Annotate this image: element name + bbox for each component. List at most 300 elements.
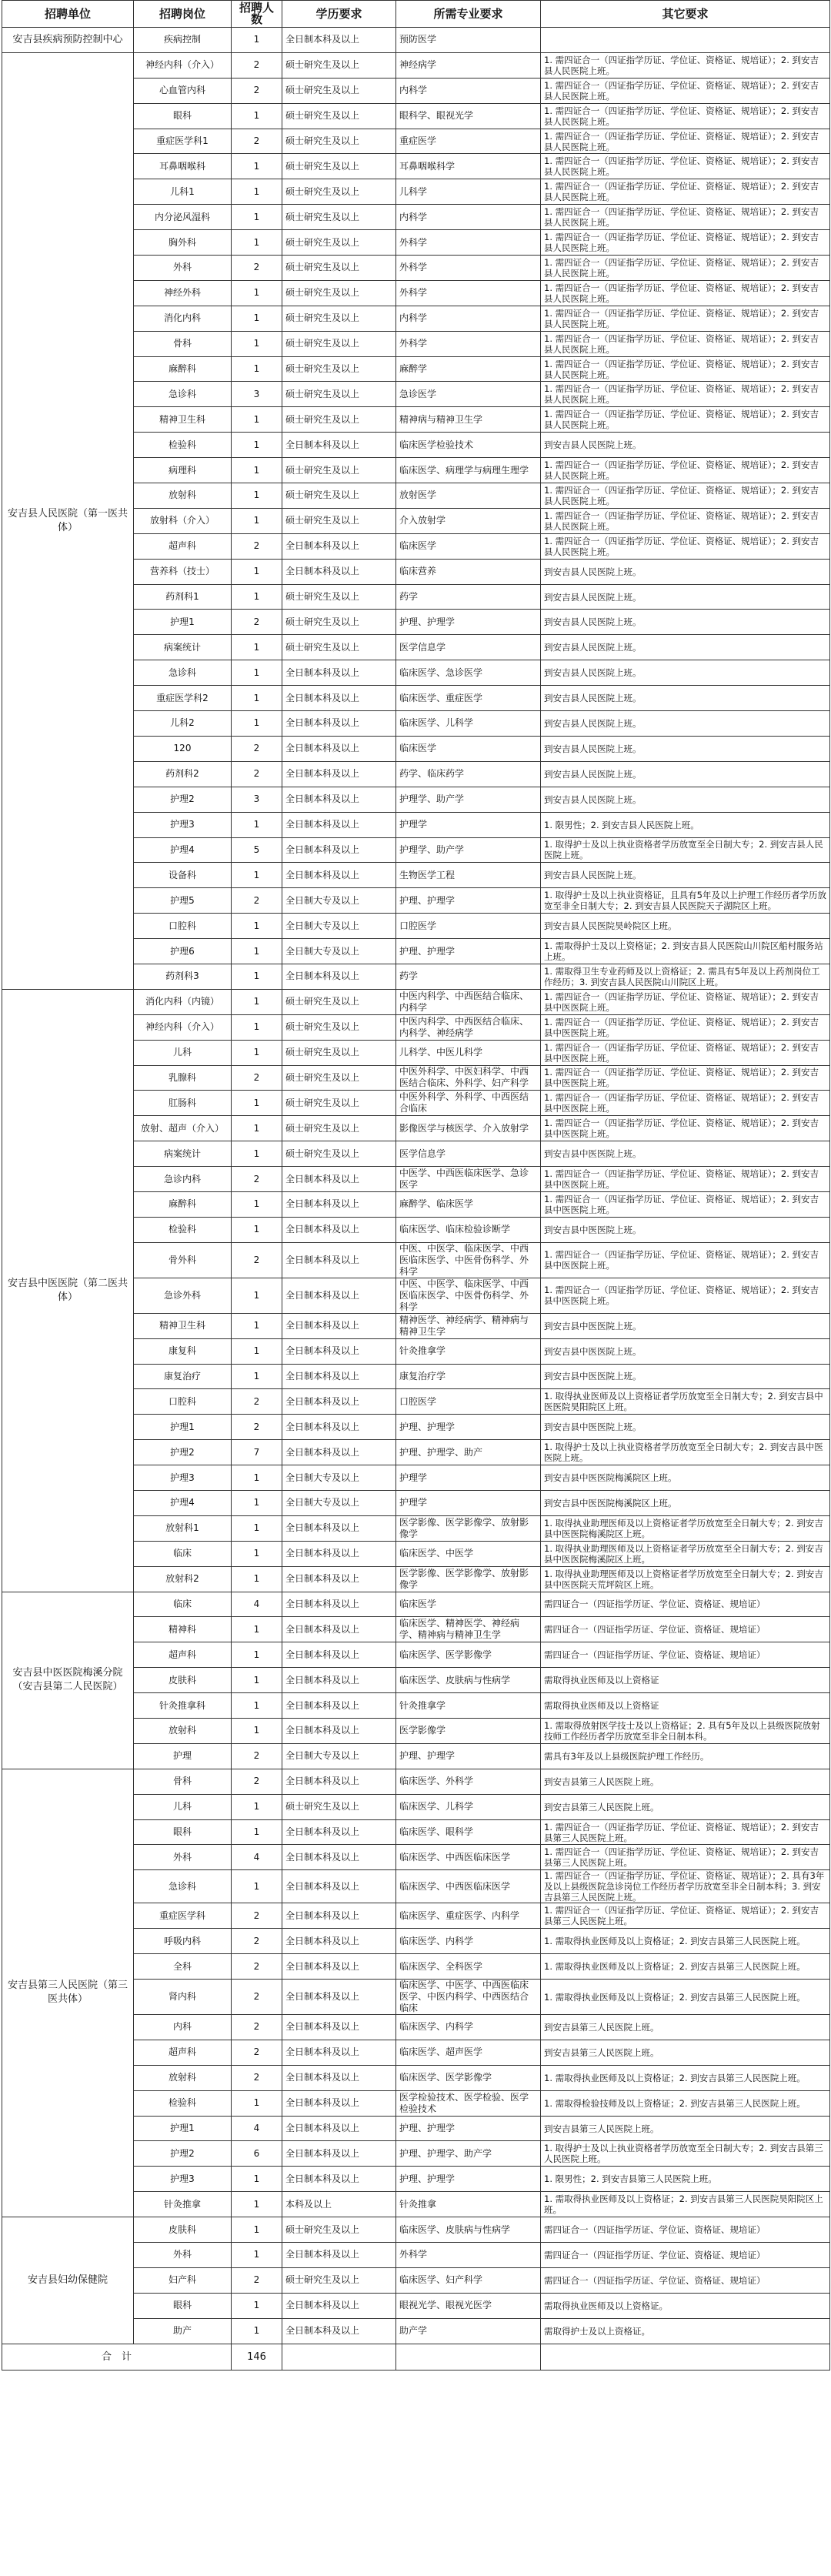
- other-requirements-cell: 1. 需取得执业医师及以上资格证；2. 到安吉县第三人民医院上班。: [541, 1954, 830, 1980]
- headcount-cell: 5: [232, 837, 282, 863]
- other-requirements-cell: 到安吉县第三人民医院上班。: [541, 2015, 830, 2040]
- major-cell: 眼科学、眼视光学: [396, 103, 541, 129]
- headcount-cell: 3: [232, 382, 282, 407]
- headcount-cell: 1: [232, 458, 282, 483]
- job-post-cell: 护理5: [134, 888, 232, 914]
- education-cell: 全日制本科及以上: [282, 1819, 396, 1845]
- education-cell: 硕士研究生及以上: [282, 458, 396, 483]
- table-row: [2, 1592, 830, 1617]
- headcount-cell: 1: [232, 1668, 282, 1693]
- education-cell: 硕士研究生及以上: [282, 989, 396, 1014]
- job-post-cell: 放射科1: [134, 1515, 232, 1541]
- job-post-cell: 放射科（介入）: [134, 508, 232, 533]
- education-cell: 全日制本科及以上: [282, 787, 396, 812]
- education-cell: 全日制本科及以上: [282, 964, 396, 989]
- total-row: [2, 2344, 830, 2370]
- job-post-cell: 儿科: [134, 1794, 232, 1819]
- education-cell: 硕士研究生及以上: [282, 52, 396, 78]
- headcount-cell: 1: [232, 2217, 282, 2243]
- job-post-cell: 针灸推拿: [134, 2192, 232, 2217]
- education-cell: 全日制本科及以上: [282, 1769, 396, 1794]
- other-requirements-cell: 1. 取得护士及以上执业资格证，且具有5年及以上护理工作经历者学历放宽至非全日制大专；2. 到安吉县人民医院天子湖院区上班。: [541, 888, 830, 914]
- headcount-cell: 1: [232, 914, 282, 939]
- headcount-cell: 1: [232, 863, 282, 888]
- education-cell: 硕士研究生及以上: [282, 356, 396, 382]
- education-cell: 硕士研究生及以上: [282, 129, 396, 154]
- job-post-cell: 针灸推拿科: [134, 1693, 232, 1719]
- job-post-cell: 放射科: [134, 1719, 232, 1744]
- education-cell: 全日制本科及以上: [282, 1719, 396, 1744]
- headcount-cell: 1: [232, 1116, 282, 1141]
- job-post-cell: 急诊科: [134, 382, 232, 407]
- other-requirements-cell: 1. 需四证合一（四证指学历证、学位证、资格证、规培证）；2. 到安吉县第三人民医院上班。: [541, 1845, 830, 1870]
- headcount-cell: 1: [232, 1794, 282, 1819]
- education-cell: 全日制本科及以上: [282, 1242, 396, 1278]
- headcount-cell: 1: [232, 2318, 282, 2344]
- job-post-cell: 口腔科: [134, 1389, 232, 1415]
- other-requirements-cell: 1. 需四证合一（四证指学历证、学位证、资格证、规培证）；2. 到安吉县人民医院上班。: [541, 407, 830, 433]
- other-requirements-cell: 1. 取得护士及以上执业资格者学历放宽至全日制大专；2. 到安吉县人民医院上班。: [541, 837, 830, 863]
- other-requirements-cell: 1. 需四证合一（四证指学历证、学位证、资格证、规培证）；2. 到安吉县中医医院上班。: [541, 1242, 830, 1278]
- header-other: 其它要求: [541, 1, 830, 28]
- total-empty-cell: [282, 2344, 396, 2370]
- job-post-cell: 护理1: [134, 1415, 232, 1440]
- job-post-cell: 康复治疗: [134, 1364, 232, 1389]
- major-cell: 医学信息学: [396, 1141, 541, 1167]
- major-cell: 临床医学、眼科学: [396, 1819, 541, 1845]
- major-cell: 外科学: [396, 256, 541, 281]
- job-post-cell: 急诊内科: [134, 1167, 232, 1192]
- education-cell: 全日制本科及以上: [282, 1515, 396, 1541]
- education-cell: 硕士研究生及以上: [282, 1141, 396, 1167]
- education-cell: 硕士研究生及以上: [282, 1014, 396, 1040]
- education-cell: 全日制大专及以上: [282, 1465, 396, 1491]
- other-requirements-cell: 1. 需四证合一（四证指学历证、学位证、资格证、规培证）；2. 到安吉县人民医院上班。: [541, 103, 830, 129]
- other-requirements-cell: 需取得执业医师及以上资格证。: [541, 2293, 830, 2318]
- job-post-cell: 眼科: [134, 103, 232, 129]
- major-cell: 眼视光学、眼视光医学: [396, 2293, 541, 2318]
- job-post-cell: 护理6: [134, 939, 232, 964]
- job-post-cell: 检验科: [134, 1217, 232, 1242]
- table-row: [2, 52, 830, 78]
- other-requirements-cell: 到安吉县第三人民医院上班。: [541, 1794, 830, 1819]
- major-cell: 中医内科学、中西医结合临床、内科学、神经病学: [396, 1014, 541, 1040]
- job-post-cell: 外科: [134, 256, 232, 281]
- headcount-cell: 6: [232, 2141, 282, 2167]
- education-cell: 全日制本科及以上: [282, 2167, 396, 2192]
- major-cell: 外科学: [396, 2243, 541, 2268]
- headcount-cell: 2: [232, 129, 282, 154]
- major-cell: 儿科学、中医儿科学: [396, 1040, 541, 1065]
- headcount-cell: 2: [232, 256, 282, 281]
- major-cell: 生物医学工程: [396, 863, 541, 888]
- other-requirements-cell: 1. 需取得执业医师及以上资格证；2. 到安吉县第三人民医院上班。: [541, 1980, 830, 2015]
- other-requirements-cell: 到安吉县人民医院昊岭院区上班。: [541, 914, 830, 939]
- other-requirements-cell: 需四证合一（四证指学历证、学位证、资格证、规培证）: [541, 2267, 830, 2293]
- major-cell: 临床医学、精神医学、神经病学、精神病与精神卫生学: [396, 1617, 541, 1642]
- other-requirements-cell: 到安吉县人民医院上班。: [541, 610, 830, 635]
- header-education: 学历要求: [282, 1, 396, 28]
- headcount-cell: 2: [232, 1929, 282, 1954]
- headcount-cell: 1: [232, 1278, 282, 1313]
- job-post-cell: 药剂科2: [134, 761, 232, 787]
- major-cell: 临床医学、急诊医学: [396, 660, 541, 686]
- job-post-cell: 营养科（技士）: [134, 559, 232, 584]
- recruiting-unit-cell: 安吉县第三人民医院（第三医共体）: [2, 1769, 134, 2217]
- education-cell: 硕士研究生及以上: [282, 78, 396, 103]
- headcount-cell: 1: [232, 1465, 282, 1491]
- education-cell: 硕士研究生及以上: [282, 1091, 396, 1116]
- education-cell: 硕士研究生及以上: [282, 1065, 396, 1091]
- major-cell: 临床医学、全科医学: [396, 1954, 541, 1980]
- education-cell: 全日制本科及以上: [282, 1617, 396, 1642]
- education-cell: 全日制本科及以上: [282, 1845, 396, 1870]
- headcount-cell: 2: [232, 2040, 282, 2065]
- other-requirements-cell: 1. 需取得执业医师及以上资格证；2. 到安吉县第三人民医院上班。: [541, 1929, 830, 1954]
- other-requirements-cell: 需具有3年及以上县级医院护理工作经历。: [541, 1743, 830, 1769]
- headcount-cell: 4: [232, 2116, 282, 2141]
- other-requirements-cell: 1. 需取得检验技师及以上资格证；2. 到安吉县第三人民医院上班。: [541, 2090, 830, 2116]
- job-post-cell: 重症医学科: [134, 1903, 232, 1929]
- total-count: 146: [232, 2344, 282, 2370]
- job-post-cell: 骨外科: [134, 1242, 232, 1278]
- headcount-cell: 1: [232, 2243, 282, 2268]
- education-cell: 全日制本科及以上: [282, 1668, 396, 1693]
- job-post-cell: 儿科1: [134, 179, 232, 205]
- headcount-cell: 2: [232, 761, 282, 787]
- headcount-cell: 2: [232, 1743, 282, 1769]
- other-requirements-cell: 需取得护士及以上资格证。: [541, 2318, 830, 2344]
- job-post-cell: 放射科: [134, 483, 232, 509]
- major-cell: 医学影像学: [396, 1719, 541, 1744]
- other-requirements-cell: 到安吉县中医医院上班。: [541, 1364, 830, 1389]
- major-cell: 外科学: [396, 331, 541, 356]
- headcount-cell: 1: [232, 103, 282, 129]
- headcount-cell: 1: [232, 230, 282, 256]
- education-cell: 全日制本科及以上: [282, 559, 396, 584]
- other-requirements-cell: 需四证合一（四证指学历证、学位证、资格证、规培证）: [541, 1642, 830, 1668]
- education-cell: 全日制本科及以上: [282, 1167, 396, 1192]
- other-requirements-cell: 1. 取得护士及以上执业资格者学历放宽至全日制大专；2. 到安吉县中医医院上班。: [541, 1440, 830, 1465]
- education-cell: 全日制本科及以上: [282, 2090, 396, 2116]
- education-cell: 全日制本科及以上: [282, 711, 396, 737]
- other-requirements-cell: 到安吉县中医医院上班。: [541, 1338, 830, 1364]
- major-cell: 护理学、助产学: [396, 787, 541, 812]
- education-cell: 全日制本科及以上: [282, 660, 396, 686]
- job-post-cell: 临床: [134, 1541, 232, 1566]
- job-post-cell: 妇产科: [134, 2267, 232, 2293]
- major-cell: 临床医学、中医学、中西医临床医学、中医内科学、中西医结合临床: [396, 1980, 541, 2015]
- major-cell: 临床医学、儿科学: [396, 711, 541, 737]
- job-post-cell: 神经内科（介入）: [134, 52, 232, 78]
- other-requirements-cell: 到安吉县中医医院梅溪院区上班。: [541, 1465, 830, 1491]
- major-cell: 临床医学、外科学: [396, 1769, 541, 1794]
- job-post-cell: 康复科: [134, 1338, 232, 1364]
- other-requirements-cell: 需四证合一（四证指学历证、学位证、资格证、规培证）: [541, 1617, 830, 1642]
- education-cell: 硕士研究生及以上: [282, 1116, 396, 1141]
- major-cell: 精神病与精神卫生学: [396, 407, 541, 433]
- headcount-cell: 2: [232, 1389, 282, 1415]
- headcount-cell: 1: [232, 1490, 282, 1515]
- other-requirements-cell: 到安吉县中医医院梅溪院区上班。: [541, 1490, 830, 1515]
- major-cell: 临床医学: [396, 736, 541, 761]
- job-post-cell: 病理科: [134, 458, 232, 483]
- education-cell: 硕士研究生及以上: [282, 584, 396, 610]
- recruiting-unit-cell: 安吉县中医医院梅溪分院（安吉县第二人民医院）: [2, 1592, 134, 1769]
- headcount-cell: 1: [232, 2293, 282, 2318]
- header-major: 所需专业要求: [396, 1, 541, 28]
- major-cell: 护理、护理学: [396, 610, 541, 635]
- major-cell: 医学检验技术、医学检验、医学检验技术: [396, 2090, 541, 2116]
- headcount-cell: 2: [232, 610, 282, 635]
- job-post-cell: 精神卫生科: [134, 407, 232, 433]
- major-cell: 外科学: [396, 280, 541, 306]
- job-post-cell: 骨科: [134, 331, 232, 356]
- education-cell: 全日制本科及以上: [282, 1693, 396, 1719]
- other-requirements-cell: 1. 需四证合一（四证指学历证、学位证、资格证、规培证）；2. 到安吉县第三人民医院上班。: [541, 1819, 830, 1845]
- job-post-cell: 全科: [134, 1954, 232, 1980]
- other-requirements-cell: 到安吉县人民医院上班。: [541, 433, 830, 458]
- headcount-cell: 1: [232, 559, 282, 584]
- education-cell: 全日制本科及以上: [282, 2015, 396, 2040]
- job-post-cell: 急诊科: [134, 660, 232, 686]
- major-cell: 临床医学、医学影像学: [396, 1642, 541, 1668]
- other-requirements-cell: 到安吉县人民医院上班。: [541, 686, 830, 711]
- education-cell: 全日制本科及以上: [282, 2116, 396, 2141]
- other-requirements-cell: 到安吉县人民医院上班。: [541, 584, 830, 610]
- education-cell: 硕士研究生及以上: [282, 483, 396, 509]
- major-cell: 中医、中医学、临床医学、中西医临床医学、中医骨伤科学、外科学: [396, 1242, 541, 1278]
- headcount-cell: 1: [232, 1870, 282, 1903]
- recruiting-unit-cell: 安吉县妇幼保健院: [2, 2217, 134, 2344]
- recruitment-table: [2, 0, 830, 2371]
- major-cell: 临床医学、中医学: [396, 1541, 541, 1566]
- job-post-cell: 120: [134, 736, 232, 761]
- major-cell: 中医内科学、中西医结合临床、内科学: [396, 989, 541, 1014]
- other-requirements-cell: 1. 需取得护士及以上资格证；2. 到安吉县人民医院山川院区船村服务站上班。: [541, 939, 830, 964]
- education-cell: 硕士研究生及以上: [282, 179, 396, 205]
- job-post-cell: 儿科2: [134, 711, 232, 737]
- education-cell: 全日制大专及以上: [282, 888, 396, 914]
- recruiting-unit-cell: 安吉县疾病预防控制中心: [2, 28, 134, 53]
- education-cell: 全日制本科及以上: [282, 1903, 396, 1929]
- major-cell: 护理、护理学、助产: [396, 1440, 541, 1465]
- major-cell: 神经病学: [396, 52, 541, 78]
- job-post-cell: 眼科: [134, 1819, 232, 1845]
- headcount-cell: 2: [232, 533, 282, 559]
- other-requirements-cell: 1. 需四证合一（四证指学历证、学位证、资格证、规培证）；2. 到安吉县人民医院上班。: [541, 256, 830, 281]
- education-cell: 全日制本科及以上: [282, 28, 396, 53]
- major-cell: 临床医学、超声医学: [396, 2040, 541, 2065]
- job-post-cell: 超声科: [134, 533, 232, 559]
- recruiting-unit-cell: 安吉县人民医院（第一医共体）: [2, 52, 134, 989]
- headcount-cell: 1: [232, 331, 282, 356]
- major-cell: 临床营养: [396, 559, 541, 584]
- education-cell: 全日制本科及以上: [282, 1870, 396, 1903]
- major-cell: 临床医学检验技术: [396, 433, 541, 458]
- education-cell: 全日制本科及以上: [282, 1642, 396, 1668]
- education-cell: 全日制本科及以上: [282, 837, 396, 863]
- education-cell: 全日制本科及以上: [282, 1929, 396, 1954]
- headcount-cell: 1: [232, 1819, 282, 1845]
- other-requirements-cell: 1. 限男性；2. 到安吉县人民医院上班。: [541, 812, 830, 837]
- other-requirements-cell: 1. 限男性；2. 到安吉县第三人民医院上班。: [541, 2167, 830, 2192]
- job-post-cell: 精神科: [134, 1617, 232, 1642]
- other-requirements-cell: 到安吉县中医医院上班。: [541, 1141, 830, 1167]
- headcount-cell: 1: [232, 280, 282, 306]
- education-cell: 全日制本科及以上: [282, 1217, 396, 1242]
- total-empty-cell: [396, 2344, 541, 2370]
- job-post-cell: 麻醉科: [134, 356, 232, 382]
- job-post-cell: 检验科: [134, 433, 232, 458]
- job-post-cell: 药剂科1: [134, 584, 232, 610]
- other-requirements-cell: 到安吉县中医医院上班。: [541, 1313, 830, 1338]
- major-cell: 放射医学: [396, 483, 541, 509]
- headcount-cell: 1: [232, 1566, 282, 1592]
- headcount-cell: 2: [232, 888, 282, 914]
- other-requirements-cell: 需取得执业医师及以上资格证: [541, 1668, 830, 1693]
- major-cell: 临床医学、医学影像学: [396, 2065, 541, 2090]
- other-requirements-cell: [541, 28, 830, 53]
- headcount-cell: 1: [232, 28, 282, 53]
- header-post: 招聘岗位: [134, 1, 232, 28]
- major-cell: 临床医学、内科学: [396, 2015, 541, 2040]
- major-cell: 急诊医学: [396, 382, 541, 407]
- education-cell: 全日制本科及以上: [282, 863, 396, 888]
- job-post-cell: 护理3: [134, 1465, 232, 1491]
- other-requirements-cell: 到安吉县人民医院上班。: [541, 736, 830, 761]
- major-cell: 护理学: [396, 812, 541, 837]
- major-cell: 临床医学、内科学: [396, 1929, 541, 1954]
- job-post-cell: 消化内科（内镜）: [134, 989, 232, 1014]
- job-post-cell: 药剂科3: [134, 964, 232, 989]
- major-cell: 内科学: [396, 306, 541, 331]
- job-post-cell: 消化内科: [134, 306, 232, 331]
- job-post-cell: 肾内科: [134, 1980, 232, 2015]
- other-requirements-cell: 到安吉县人民医院上班。: [541, 660, 830, 686]
- major-cell: 护理学: [396, 1465, 541, 1491]
- headcount-cell: 1: [232, 306, 282, 331]
- table-row: [2, 989, 830, 1014]
- table-header-row: [2, 1, 830, 28]
- major-cell: 医学影像、医学影像学、放射影像学: [396, 1566, 541, 1592]
- education-cell: 全日制本科及以上: [282, 2040, 396, 2065]
- education-cell: 全日制本科及以上: [282, 2293, 396, 2318]
- major-cell: 耳鼻咽喉科学: [396, 154, 541, 179]
- major-cell: 护理学、助产学: [396, 837, 541, 863]
- job-post-cell: 护理4: [134, 837, 232, 863]
- major-cell: 内科学: [396, 205, 541, 230]
- other-requirements-cell: 到安吉县人民医院上班。: [541, 761, 830, 787]
- job-post-cell: 护理: [134, 1743, 232, 1769]
- other-requirements-cell: 到安吉县中医医院上班。: [541, 1217, 830, 1242]
- job-post-cell: 放射科2: [134, 1566, 232, 1592]
- job-post-cell: 重症医学科1: [134, 129, 232, 154]
- major-cell: 临床医学、中西医临床医学: [396, 1870, 541, 1903]
- headcount-cell: 1: [232, 356, 282, 382]
- major-cell: 护理、护理学、助产学: [396, 2141, 541, 2167]
- education-cell: 全日制本科及以上: [282, 1440, 396, 1465]
- job-post-cell: 病案统计: [134, 635, 232, 660]
- major-cell: 儿科学: [396, 179, 541, 205]
- headcount-cell: 1: [232, 686, 282, 711]
- major-cell: 中医、中医学、临床医学、中西医临床医学、中医骨伤科学、外科学: [396, 1278, 541, 1313]
- header-unit: 招聘单位: [2, 1, 134, 28]
- education-cell: 硕士研究生及以上: [282, 331, 396, 356]
- job-post-cell: 临床: [134, 1592, 232, 1617]
- education-cell: 全日制本科及以上: [282, 736, 396, 761]
- other-requirements-cell: 1. 需四证合一（四证指学历证、学位证、资格证、规培证）；2. 到安吉县人民医院上班。: [541, 382, 830, 407]
- other-requirements-cell: 1. 需四证合一（四证指学历证、学位证、资格证、规培证）；2. 到安吉县人民医院上班。: [541, 483, 830, 509]
- headcount-cell: 1: [232, 1040, 282, 1065]
- headcount-cell: 1: [232, 584, 282, 610]
- job-post-cell: 设备科: [134, 863, 232, 888]
- major-cell: 中医外科学、外科学、中西医结合临床: [396, 1091, 541, 1116]
- education-cell: 全日制大专及以上: [282, 1490, 396, 1515]
- other-requirements-cell: 1. 需四证合一（四证指学历证、学位证、资格证、规培证）；2. 到安吉县中医医院上班。: [541, 1091, 830, 1116]
- major-cell: 护理、护理学: [396, 1415, 541, 1440]
- education-cell: 全日制大专及以上: [282, 939, 396, 964]
- major-cell: 影像医学与核医学、介入放射学: [396, 1116, 541, 1141]
- headcount-cell: 2: [232, 1903, 282, 1929]
- education-cell: 全日制本科及以上: [282, 1389, 396, 1415]
- other-requirements-cell: 1. 需取得执业医师及以上资格证；2. 到安吉县第三人民医院上班。: [541, 2065, 830, 2090]
- job-post-cell: 护理2: [134, 2141, 232, 2167]
- major-cell: 医学信息学: [396, 635, 541, 660]
- education-cell: 全日制本科及以上: [282, 1954, 396, 1980]
- major-cell: 口腔医学: [396, 914, 541, 939]
- job-post-cell: 内科: [134, 2015, 232, 2040]
- headcount-cell: 4: [232, 1592, 282, 1617]
- education-cell: 硕士研究生及以上: [282, 508, 396, 533]
- headcount-cell: 2: [232, 1769, 282, 1794]
- major-cell: 麻醉学: [396, 356, 541, 382]
- major-cell: 中医外科学、中医妇科学、中西医结合临床、外科学、妇产科学: [396, 1065, 541, 1091]
- major-cell: 药学、临床药学: [396, 761, 541, 787]
- headcount-cell: 1: [232, 635, 282, 660]
- headcount-cell: 1: [232, 1642, 282, 1668]
- major-cell: 临床医学: [396, 1592, 541, 1617]
- other-requirements-cell: 到安吉县第三人民医院上班。: [541, 1769, 830, 1794]
- education-cell: 硕士研究生及以上: [282, 154, 396, 179]
- other-requirements-cell: 到安吉县人民医院上班。: [541, 635, 830, 660]
- major-cell: 护理、护理学: [396, 939, 541, 964]
- education-cell: 全日制大专及以上: [282, 1743, 396, 1769]
- education-cell: 硕士研究生及以上: [282, 280, 396, 306]
- job-post-cell: 精神卫生科: [134, 1313, 232, 1338]
- job-post-cell: 眼科: [134, 2293, 232, 2318]
- headcount-cell: 1: [232, 939, 282, 964]
- other-requirements-cell: 到安吉县中医医院上班。: [541, 1415, 830, 1440]
- education-cell: 硕士研究生及以上: [282, 635, 396, 660]
- other-requirements-cell: 1. 取得执业助理医师及以上资格证者学历放宽至全日制大专；2. 到安吉县中医医院梅溪院区上班。: [541, 1541, 830, 1566]
- job-post-cell: 外科: [134, 2243, 232, 2268]
- major-cell: 临床医学: [396, 533, 541, 559]
- headcount-cell: 1: [232, 483, 282, 509]
- education-cell: 全日制本科及以上: [282, 2065, 396, 2090]
- headcount-cell: 2: [232, 2267, 282, 2293]
- education-cell: 全日制本科及以上: [282, 1541, 396, 1566]
- education-cell: 全日制本科及以上: [282, 1980, 396, 2015]
- other-requirements-cell: 1. 需四证合一（四证指学历证、学位证、资格证、规培证）；2. 到安吉县中医医院上班。: [541, 1116, 830, 1141]
- major-cell: 预防医学: [396, 28, 541, 53]
- job-post-cell: 神经内科（介入）: [134, 1014, 232, 1040]
- job-post-cell: 放射科: [134, 2065, 232, 2090]
- other-requirements-cell: 到安吉县人民医院上班。: [541, 863, 830, 888]
- job-post-cell: 皮肤科: [134, 2217, 232, 2243]
- headcount-cell: 1: [232, 154, 282, 179]
- major-cell: 医学影像、医学影像学、放射影像学: [396, 1515, 541, 1541]
